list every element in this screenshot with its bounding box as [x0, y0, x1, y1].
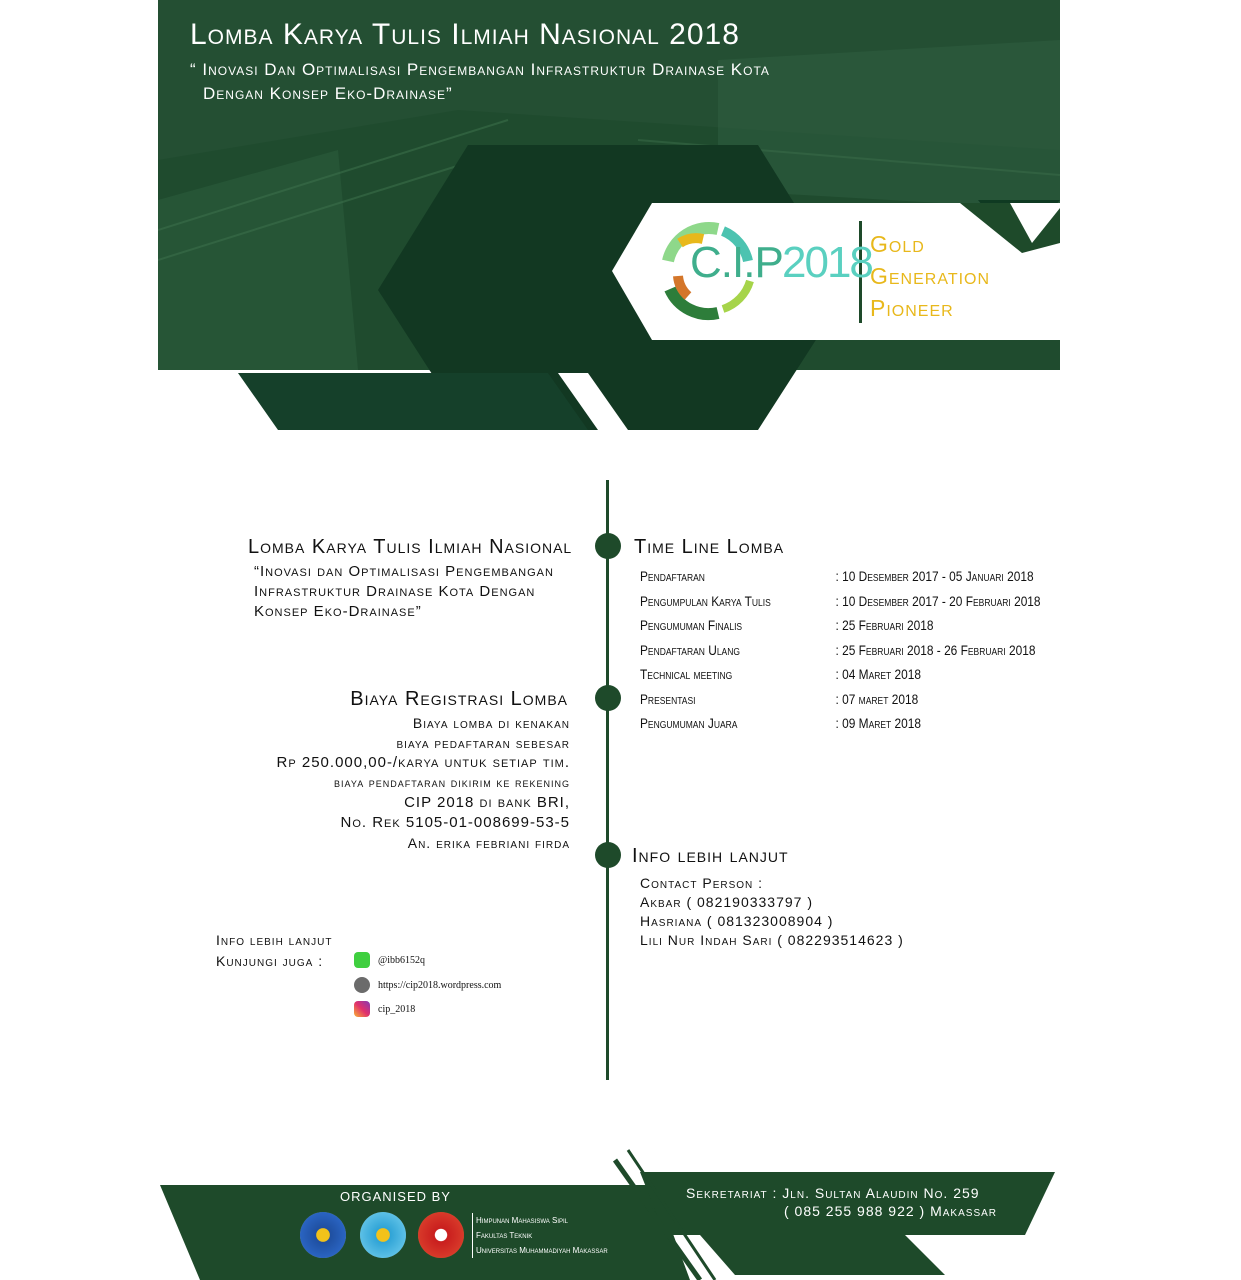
social-wordpress-row[interactable]	[354, 977, 501, 993]
timeline-spine	[606, 480, 609, 1080]
registration-fee-title: Biaya Registrasi Lomba	[350, 688, 568, 710]
contact-person: Akbar ( 082190333797 )	[640, 894, 813, 910]
wordpress-url[interactable]: https://cip2018.wordpress.com	[378, 979, 502, 991]
timeline-date: : 09 Maret 2018	[835, 715, 922, 731]
timeline-date: : 07 maret 2018	[835, 690, 919, 707]
himpunan-logo	[418, 1212, 464, 1258]
fee-line: Rp 250.000,00-/karya untuk setiap tim.	[276, 754, 570, 771]
timeline-date: : 25 Februari 2018	[835, 617, 934, 633]
fee-line: No. Rek 5105-01-008699-53-5	[340, 814, 570, 831]
instagram-handle: cip_2018	[378, 1003, 416, 1015]
timeline-dot-3	[595, 842, 621, 868]
timeline-date: : 04 Maret 2018	[835, 666, 922, 682]
timeline-label: Pengumpulan Karya Tulis	[640, 592, 771, 609]
timeline-date: : 10 Desember 2017 - 05 Januari 2018	[835, 568, 1034, 584]
timeline-row	[640, 691, 1041, 716]
social-line-row[interactable]	[354, 952, 425, 968]
contact-list	[640, 874, 904, 950]
more-info-block	[216, 930, 332, 972]
timeline-date: : 10 Desember 2017 - 20 Februari 2018	[835, 592, 1041, 609]
fee-line: An. erika febriani firda	[407, 835, 570, 851]
timeline-row	[640, 593, 1041, 618]
registration-fee-details	[220, 713, 570, 853]
competition-title: Lomba Karya Tulis Ilmiah Nasional	[248, 536, 573, 558]
brand-text	[870, 228, 990, 324]
competition-theme-line: Infrastruktur Drainase Kota Dengan	[254, 583, 536, 600]
visit-label: Kunjungi juga :	[216, 953, 324, 969]
competition-theme	[254, 562, 594, 622]
line-id: @ibb6152q	[378, 954, 425, 966]
timeline-row	[640, 666, 1041, 691]
brand-line-3: Pioneer	[870, 295, 954, 321]
timeline-title: Time Line Lomba	[634, 536, 785, 558]
timeline-label: Pengumuman Finalis	[640, 617, 743, 633]
timeline-label: Technical meeting	[640, 666, 733, 682]
faculty-logo	[360, 1212, 406, 1258]
social-instagram-row[interactable]	[354, 1001, 415, 1017]
timeline-label: Pendaftaran Ulang	[640, 641, 740, 658]
wordpress-icon	[354, 977, 370, 993]
timeline-dot-2	[595, 685, 621, 711]
fee-line: CIP 2018 di bank BRI,	[404, 794, 570, 811]
competition-theme-line: Konsep Eko-Drainase”	[254, 603, 422, 620]
instagram-icon	[354, 1001, 370, 1017]
more-info-label: Info lebih lanjut	[216, 932, 333, 948]
page-title: Lomba Karya Tulis Ilmiah Nasional 2018	[190, 18, 740, 51]
timeline-row	[640, 568, 1041, 593]
contact-person: Lili Nur Indah Sari ( 082293514623 )	[640, 932, 904, 948]
fee-line: Biaya lomba di kenakan	[412, 715, 570, 731]
organiser-text	[472, 1213, 608, 1258]
fee-line: biaya pendaftaran dikirim ke rekening	[334, 775, 570, 790]
timeline-date: : 25 Februari 2018 - 26 Februari 2018	[835, 641, 1036, 658]
university-logo	[300, 1212, 346, 1258]
fee-line: biaya pedaftaran sebesar	[396, 735, 570, 751]
organiser-line: Himpunan Mahasiswa Sipil	[476, 1216, 569, 1225]
footer-banner	[0, 1140, 1241, 1280]
timeline-table	[640, 568, 1111, 740]
page-subtitle-line-1: “ Inovasi Dan Optimalisasi Pengembangan Infrastruktur Drainase Kota	[190, 60, 770, 79]
page-subtitle-line-2: Dengan Konsep Eko-Drainase”	[203, 84, 453, 103]
timeline-row	[640, 617, 1041, 642]
timeline-label: Pendaftaran	[640, 568, 705, 584]
secretariat-address: Sekretariat : Jln. Sultan Alaudin No. 259	[686, 1185, 980, 1201]
timeline-label: Pengumuman Juara	[640, 715, 738, 731]
organised-by-label: ORGANISED BY	[340, 1189, 451, 1204]
brand-line-1: Gold	[870, 231, 925, 257]
cip-logo-year: 2018	[782, 238, 872, 287]
contact-section-title: Info lebih lanjut	[632, 845, 789, 867]
timeline-label: Presentasi	[640, 690, 696, 707]
timeline-row	[640, 642, 1041, 667]
timeline-dot-1	[595, 533, 621, 559]
competition-theme-line: “Inovasi dan Optimalisasi Pengembangan	[254, 563, 554, 580]
organiser-line: Fakultas Teknik	[476, 1231, 533, 1240]
contact-person-label: Contact Person :	[640, 875, 764, 891]
cip-logo-text: C.I.P	[690, 238, 783, 287]
brand-line-2: Generation	[870, 263, 991, 289]
line-app-icon	[354, 952, 370, 968]
contact-person: Hasriana ( 081323008904 )	[640, 913, 834, 929]
secretariat-phone: ( 085 255 988 922 ) Makassar	[784, 1203, 997, 1219]
timeline-row	[640, 715, 1041, 740]
organiser-line: Universitas Muhammadiyah Makassar	[476, 1246, 608, 1255]
